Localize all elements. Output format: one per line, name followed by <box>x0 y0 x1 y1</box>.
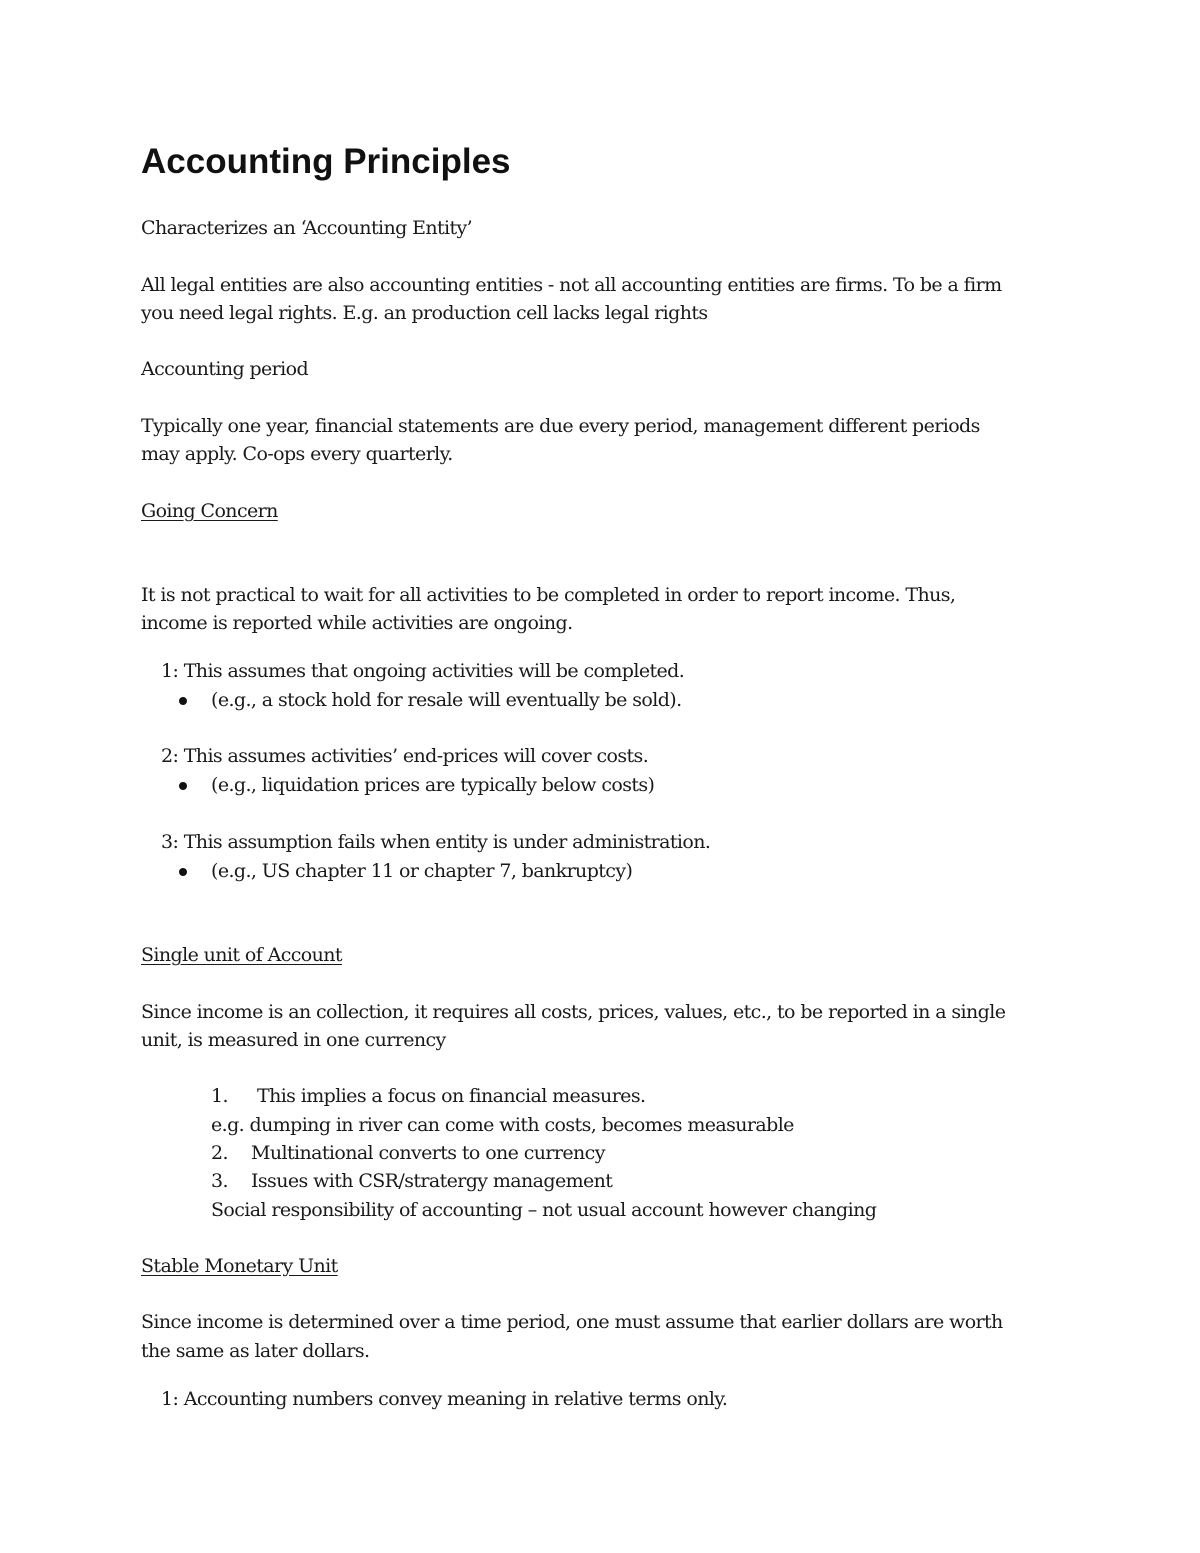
list-item: This implies a focus on financial measures. <box>257 1085 646 1107</box>
going-concern-example: (e.g., US chapter 11 or chapter 7, bankruptcy) <box>211 860 633 882</box>
stable-unit-heading: Stable Monetary Unit <box>141 1255 338 1277</box>
going-concern-body-line: income is reported while activities are ongoing. <box>141 612 573 634</box>
list-item: e.g. dumping in river can come with costs, becomes measurable <box>211 1114 794 1136</box>
going-concern-item: 2: This assumes activities’ end-prices will cover costs. <box>161 745 649 767</box>
going-concern-item: 1: This assumes that ongoing activities will be completed. <box>161 660 685 682</box>
going-concern-example: (e.g., a stock hold for resale will eventually be sold). <box>211 689 682 711</box>
stable-unit-body-line: Since income is determined over a time period, one must assume that earlier dollars are worth <box>141 1311 1003 1333</box>
stable-unit-body-line: the same as later dollars. <box>141 1340 370 1362</box>
list-item: Issues with CSR/stratergy management <box>251 1170 613 1192</box>
single-unit-body-line: Since income is an collection, it requires all costs, prices, values, etc., to be reported in a single <box>141 1001 1006 1023</box>
bullet-icon <box>179 697 187 705</box>
list-item: Social responsibility of accounting – not usual account however changing <box>211 1199 877 1221</box>
going-concern-heading: Going Concern <box>141 500 278 522</box>
entity-body-line: you need legal rights. E.g. an production cell lacks legal rights <box>141 302 708 324</box>
bullet-icon <box>179 868 187 876</box>
going-concern-body-line: It is not practical to wait for all activities to be completed in order to report income. Thus, <box>141 584 956 606</box>
period-body-line: may apply. Co-ops every quarterly. <box>141 443 453 465</box>
stable-unit-item: 1: Accounting numbers convey meaning in relative terms only. <box>161 1388 728 1410</box>
list-number: 2. <box>211 1142 228 1164</box>
single-unit-body-line: unit, is measured in one currency <box>141 1029 446 1051</box>
going-concern-example: (e.g., liquidation prices are typically below costs) <box>211 774 655 796</box>
list-item: Multinational converts to one currency <box>251 1142 605 1164</box>
page-title: Accounting Principles <box>141 142 511 181</box>
going-concern-item: 3: This assumption fails when entity is under administration. <box>161 831 711 853</box>
period-heading: Accounting period <box>141 358 309 380</box>
single-unit-heading: Single unit of Account <box>141 944 342 966</box>
list-number: 1. <box>211 1085 228 1107</box>
period-body-line: Typically one year, financial statements are due every period, management different periods <box>141 415 980 437</box>
list-number: 3. <box>211 1170 228 1192</box>
entity-heading: Characterizes an ‘Accounting Entity’ <box>141 217 473 239</box>
entity-body-line: All legal entities are also accounting entities - not all accounting entities are firms. To be a firm <box>141 274 1002 296</box>
bullet-icon <box>179 782 187 790</box>
